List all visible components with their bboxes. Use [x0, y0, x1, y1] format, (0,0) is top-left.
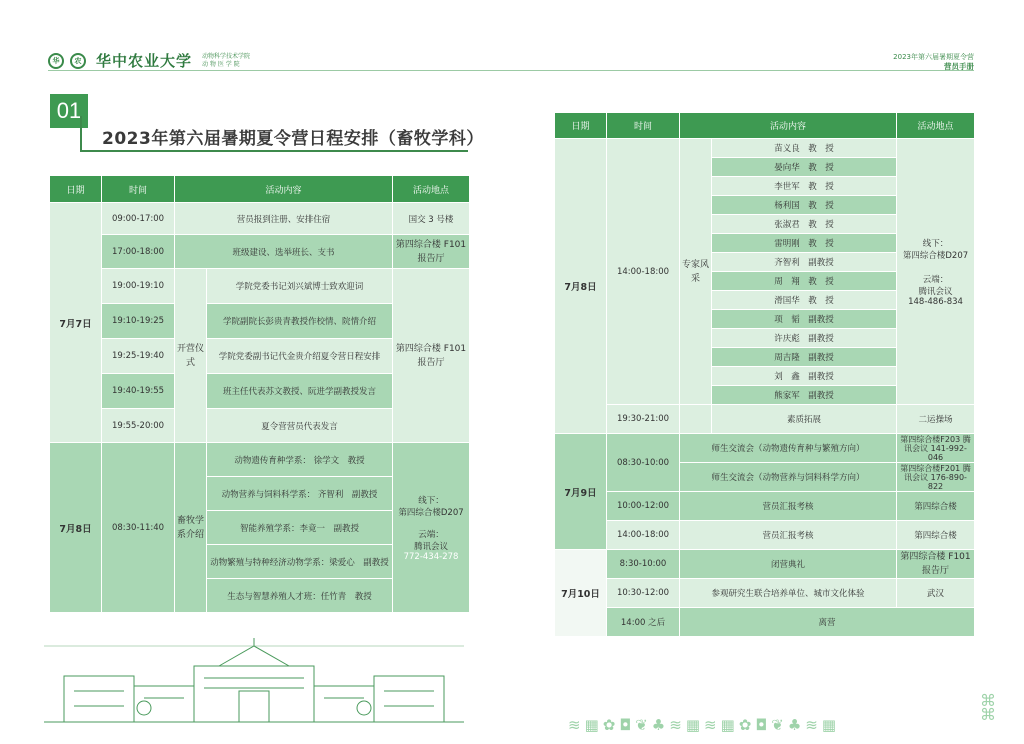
activity-cell: 闭营典礼: [680, 550, 897, 579]
place-online-app: 腾讯会议: [918, 286, 953, 297]
expert-item: 刘 鑫 副教授: [712, 367, 897, 386]
grid-icon: ▦: [821, 716, 837, 734]
time-cell: 10:00-12:00: [607, 492, 680, 521]
expert-item: 晏向华 教 授: [712, 158, 897, 177]
square-icon: ◘: [619, 716, 632, 734]
col-date: 日期: [555, 113, 607, 139]
camp-name: 2023年第六届暑期夏令营: [893, 53, 974, 61]
school-seal-icon: 农: [70, 53, 86, 69]
place-offline-room: 第四综合楼D207: [398, 507, 464, 518]
activity-cell: 素质拓展: [712, 405, 897, 434]
meeting-number: 772-434-278: [403, 551, 459, 562]
zigzag-icon: ≋: [568, 716, 581, 734]
col-place: 活动地点: [393, 176, 470, 203]
place-cell: 第四综合楼: [897, 492, 975, 521]
activity-cell: 营员报到注册、安排住宿: [175, 203, 393, 235]
date-cell: 7月9日: [555, 434, 607, 550]
time-cell: 09:00-17:00: [102, 203, 175, 235]
activity-cell: 学院党委书记刘兴斌博士致欢迎词: [207, 269, 393, 304]
time-cell: 19:55-20:00: [102, 409, 175, 443]
grid-icon: ▦: [685, 716, 701, 734]
grid-icon: ▦: [584, 716, 599, 734]
corner-knot-icon: ⌘ ⌘: [980, 691, 996, 724]
time-cell: 14:00-18:00: [607, 521, 680, 550]
activity-cell: 营员汇报考核: [680, 521, 897, 550]
expert-item: 雷明刚 教 授: [712, 234, 897, 253]
activity-cell: 生态与智慧养殖人才班：任竹青 教授: [207, 579, 393, 613]
zigzag-icon: ≋: [704, 716, 717, 734]
meeting-number: 148-486-834: [908, 296, 963, 307]
time-cell: 08:30-10:00: [607, 434, 680, 492]
place-cell: 二运操场: [897, 405, 975, 434]
place-cell: 第四综合楼F201 腾讯会议 176-890-822: [897, 463, 975, 492]
flower-icon: ✿: [738, 716, 752, 734]
expert-item: 许庆彪 副教授: [712, 329, 897, 348]
expert-item: 齐智利 副教授: [712, 253, 897, 272]
date-cell: 7月10日: [555, 550, 607, 637]
col-activity: 活动内容: [680, 113, 897, 139]
date-cell: 7月7日: [50, 203, 102, 443]
square-icon: ◘: [755, 716, 768, 734]
place-cell: 武汉: [897, 579, 975, 608]
activity-cell: 师生交流会（动物营养与饲料科学方向）: [680, 463, 897, 492]
place-cell: 国交 3 号楼: [393, 203, 470, 235]
page-header: [48, 50, 250, 71]
expert-item: 苗义良 教 授: [712, 139, 897, 158]
expert-item: 李世军 教 授: [712, 177, 897, 196]
activity-cell: 营员汇报考核: [680, 492, 897, 521]
flower-icon: ✿: [602, 716, 616, 734]
col-time: 时间: [607, 113, 680, 139]
expert-item: 熊家军 副教授: [712, 386, 897, 405]
col-date: 日期: [50, 176, 102, 203]
activity-cell: 离营: [680, 608, 975, 637]
time-cell: 14:00 之后: [607, 608, 680, 637]
place-offline-label: 线下：: [418, 495, 444, 506]
tree-icon: ♣: [787, 716, 802, 734]
place-online-app: 腾讯会议: [414, 541, 449, 552]
activity-cell: 夏令营营员代表发言: [207, 409, 393, 443]
col-activity: 活动内容: [175, 176, 393, 203]
activity-cell: 师生交流会（动物遗传育种与繁殖方向）: [680, 434, 897, 463]
place-cell: 第四综合楼 F101 报告厅: [393, 269, 470, 443]
expert-item: 周吉隆 副教授: [712, 348, 897, 367]
activity-cell: 班主任代表苏文教授、阮进学副教授发言: [207, 374, 393, 409]
grid-icon: ▦: [720, 716, 735, 734]
place-online-label: 云端：: [922, 274, 949, 285]
leaf-icon: ❦: [635, 716, 648, 734]
col-place: 活动地点: [897, 113, 975, 139]
date-cell: 7月8日: [555, 139, 607, 434]
leaf-icon: ❦: [771, 716, 784, 734]
activity-cell: 学院副院长彭贵青教授作校情、院情介绍: [207, 304, 393, 339]
time-cell: 8:30-10:00: [607, 550, 680, 579]
schedule-table-left: [49, 175, 470, 613]
ceremony-label: 开营仪式: [175, 269, 207, 443]
activity-cell: 动物营养与饲料科学系： 齐智利 副教授: [207, 477, 393, 511]
page-title: 2023年第六届暑期夏令营日程安排（畜牧学科）: [102, 129, 484, 149]
school-name-line2: 动 物 医 学 院: [202, 60, 240, 68]
school-name: [202, 53, 250, 69]
campus-building-illustration: [44, 636, 464, 726]
decorative-pattern: [568, 716, 836, 734]
schedule-table-right: [554, 112, 975, 637]
expert-label: 专家风采: [680, 139, 712, 405]
activity-cell: 动物遗传育种学系： 徐学文 教授: [207, 443, 393, 477]
zigzag-icon: ≋: [805, 716, 818, 734]
blank-cell: [680, 405, 712, 434]
activity-cell: 智能养殖学系：李竟一 副教授: [207, 511, 393, 545]
place-cell: 第四综合楼 F101 报告厅: [393, 235, 470, 269]
expert-item: 项 韬 副教授: [712, 310, 897, 329]
expert-item: 张淑君 教 授: [712, 215, 897, 234]
time-cell: 19:00-19:10: [102, 269, 175, 304]
university-seal-icon: 华: [48, 53, 64, 69]
header-rule: [48, 70, 974, 71]
place-cell: 第四综合楼 F101 报告厅: [897, 550, 975, 579]
system-label: 畜牧学系介绍: [175, 443, 207, 613]
header-right: [893, 52, 974, 72]
expert-item: 滑国华 教 授: [712, 291, 897, 310]
handbook-label: 营员手册: [944, 62, 974, 71]
activity-cell: 班级建设、选举班长、支书: [175, 235, 393, 269]
place-offline-room: 第四综合楼D207: [902, 250, 969, 261]
place-cell: 第四综合楼: [897, 521, 975, 550]
time-cell: 19:30-21:00: [607, 405, 680, 434]
time-cell: 14:00-18:00: [607, 139, 680, 405]
tree-icon: ♣: [651, 716, 666, 734]
time-cell: 17:00-18:00: [102, 235, 175, 269]
activity-cell: 动物繁殖与特种经济动物学系：梁爱心 副教授: [207, 545, 393, 579]
col-time: 时间: [102, 176, 175, 203]
place-offline-label: 线下：: [922, 238, 949, 249]
time-cell: 08:30-11:40: [102, 443, 175, 613]
activity-cell: 参观研究生联合培养单位、城市文化体验: [680, 579, 897, 608]
section-number: 01: [50, 94, 88, 128]
time-cell: 10:30-12:00: [607, 579, 680, 608]
expert-item: 周 翔 教 授: [712, 272, 897, 291]
time-cell: 19:40-19:55: [102, 374, 175, 409]
zigzag-icon: ≋: [669, 716, 682, 734]
place-cell: 第四综合楼F203 腾讯会议 141-992-046: [897, 434, 975, 463]
activity-cell: 学院党委副书记代金贵介绍夏令营日程安排: [207, 339, 393, 374]
time-cell: 19:25-19:40: [102, 339, 175, 374]
time-cell: 19:10-19:25: [102, 304, 175, 339]
expert-item: 杨利国 教 授: [712, 196, 897, 215]
place-cell: [393, 443, 470, 613]
place-cell: [897, 139, 975, 405]
date-cell: 7月8日: [50, 443, 102, 613]
university-name: 华中农业大学: [96, 52, 193, 70]
school-name-line1: 动物科学技术学院: [202, 52, 251, 60]
place-online-label: 云端：: [418, 529, 444, 540]
